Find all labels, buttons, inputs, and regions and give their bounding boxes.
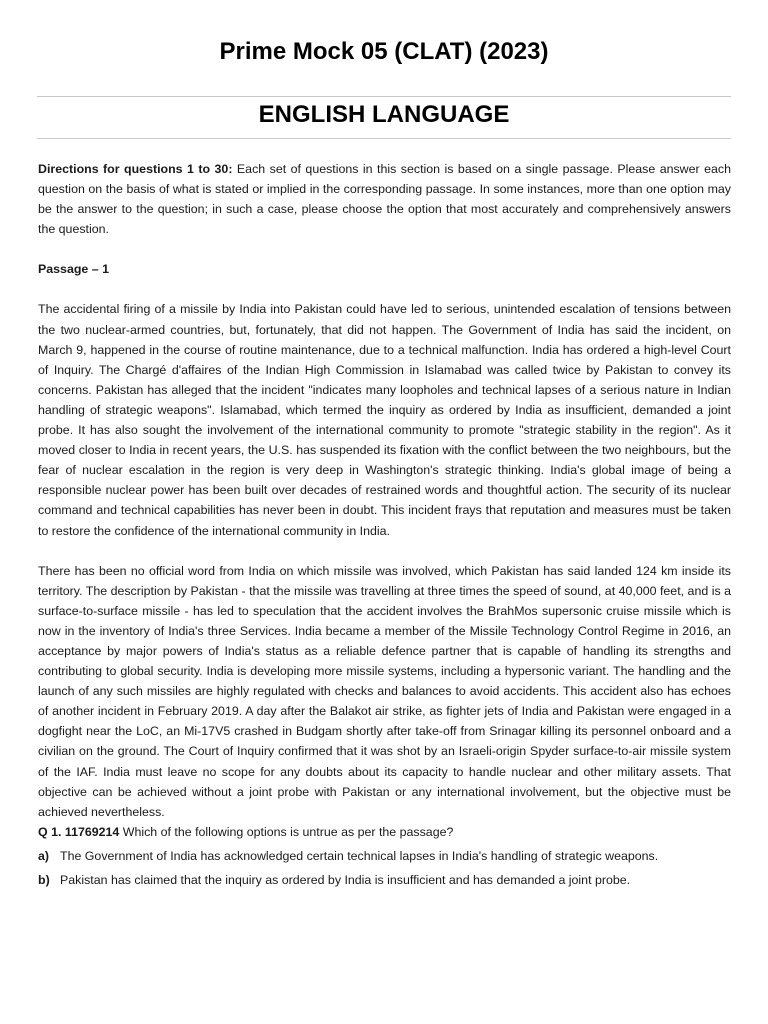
document-title: Prime Mock 05 (CLAT) (2023) bbox=[219, 38, 549, 65]
question-number: Q 1. 11769214 bbox=[38, 824, 120, 839]
section-title: ENGLISH LANGUAGE bbox=[258, 101, 510, 128]
question-text: Which of the following options is untrue as per the passage? bbox=[119, 824, 454, 839]
divider-top bbox=[37, 96, 731, 97]
option-a-text: The Government of India has acknowledged certain technical lapses in India's handling of strategic weapons. bbox=[60, 848, 659, 863]
option-b-letter: b) bbox=[38, 873, 50, 887]
directions-text: Each set of questions in this section is based on a single passage. Please answer each question on the basis of what is stated or implied in the corresponding passage. In some instances, more than one option may be the answer to the question; in such a case, please choose the option that most accurately and comprehensively answers the question. bbox=[38, 162, 731, 237]
passage-heading: Passage – 1 bbox=[38, 262, 109, 277]
directions-label: Directions for questions 1 to 30: bbox=[38, 162, 233, 176]
directions-paragraph bbox=[38, 159, 731, 239]
passage-paragraph-2: There has been no official word from India on which missile was involved, which Pakistan has said landed 124 km inside its territory. The description by Pakistan - that the missile was travelling at three times the speed of sound, at 40,000 feet, and is a surface-to-surface missile - has led to speculation that the accident involves the BrahMos supersonic cruise missile which is now in the inventory of India's three Services. India became a member of the Missile Technology Control Regime in 2016, an acceptance by major powers of India's status as a reliable defence partner that is capable of handling its strengths and contributing to global security. India is developing more missile systems, including a hypersonic variant. The handling and the launch of any such missiles are highly regulated with checks and balances to avoid accidents. This accident also has echoes of another incident in February 2019. A day after the Balakot air strike, as fighter jets of India and Pakistan were engaged in a dogfight near the LoC, an Mi-17V5 crashed in Budgam shortly after take-off from Srinagar killing its personnel onboard and a civilian on the ground. The Court of Inquiry confirmed that it was shot by an Israeli-origin Spyder surface-to-air missile system of the IAF. India must leave no scope for any doubts about its capacity to handle nuclear and other military assets. That objective can be achieved without a joint probe with Pakistan or any international involvement, but the objective must be achieved nevertheless. bbox=[38, 563, 731, 819]
divider-bottom bbox=[37, 138, 731, 139]
option-b-text: Pakistan has claimed that the inquiry as ordered by India is insufficient and has demanded a joint probe. bbox=[60, 873, 631, 887]
option-a-letter: a) bbox=[38, 848, 50, 863]
option-b[interactable] bbox=[38, 870, 731, 890]
option-a[interactable] bbox=[38, 846, 731, 866]
question-1 bbox=[38, 822, 731, 842]
document-body bbox=[38, 159, 731, 890]
passage-paragraph-1: The accidental firing of a missile by India into Pakistan could have led to serious, unintended escalation of tensions between the two nuclear-armed countries, but, fortunately, that did not happen. The Government of India has said the incident, on March 9, happened in the course of routine maintenance, due to a technical malfunction. India has ordered a high-level Court of Inquiry. The Chargé d'affaires of the Indian High Commission in Islamabad was called twice by Pakistan to convey its concerns. Pakistan has alleged that the incident "indicates many loopholes and technical lapses of a serious nature in Indian handling of strategic weapons". Islamabad, which termed the inquiry as ordered by India as insufficient, demanded a joint probe. It has also sought the involvement of the international community to promote "strategic stability in the region". As it moved closer to India in recent years, the U.S. has suspended its fixation with the conflict between the two neighbours, but the fear of nuclear escalation in the region is very deep in Washington's strategic thinking. India's global image of being a responsible nuclear power has been built over decades of restrained words and thoughtful action. The security of its nuclear command and technical capabilities has never been in doubt. This incident frays that reputation and measures must be taken to restore the confidence of the international community in India. bbox=[38, 302, 731, 538]
